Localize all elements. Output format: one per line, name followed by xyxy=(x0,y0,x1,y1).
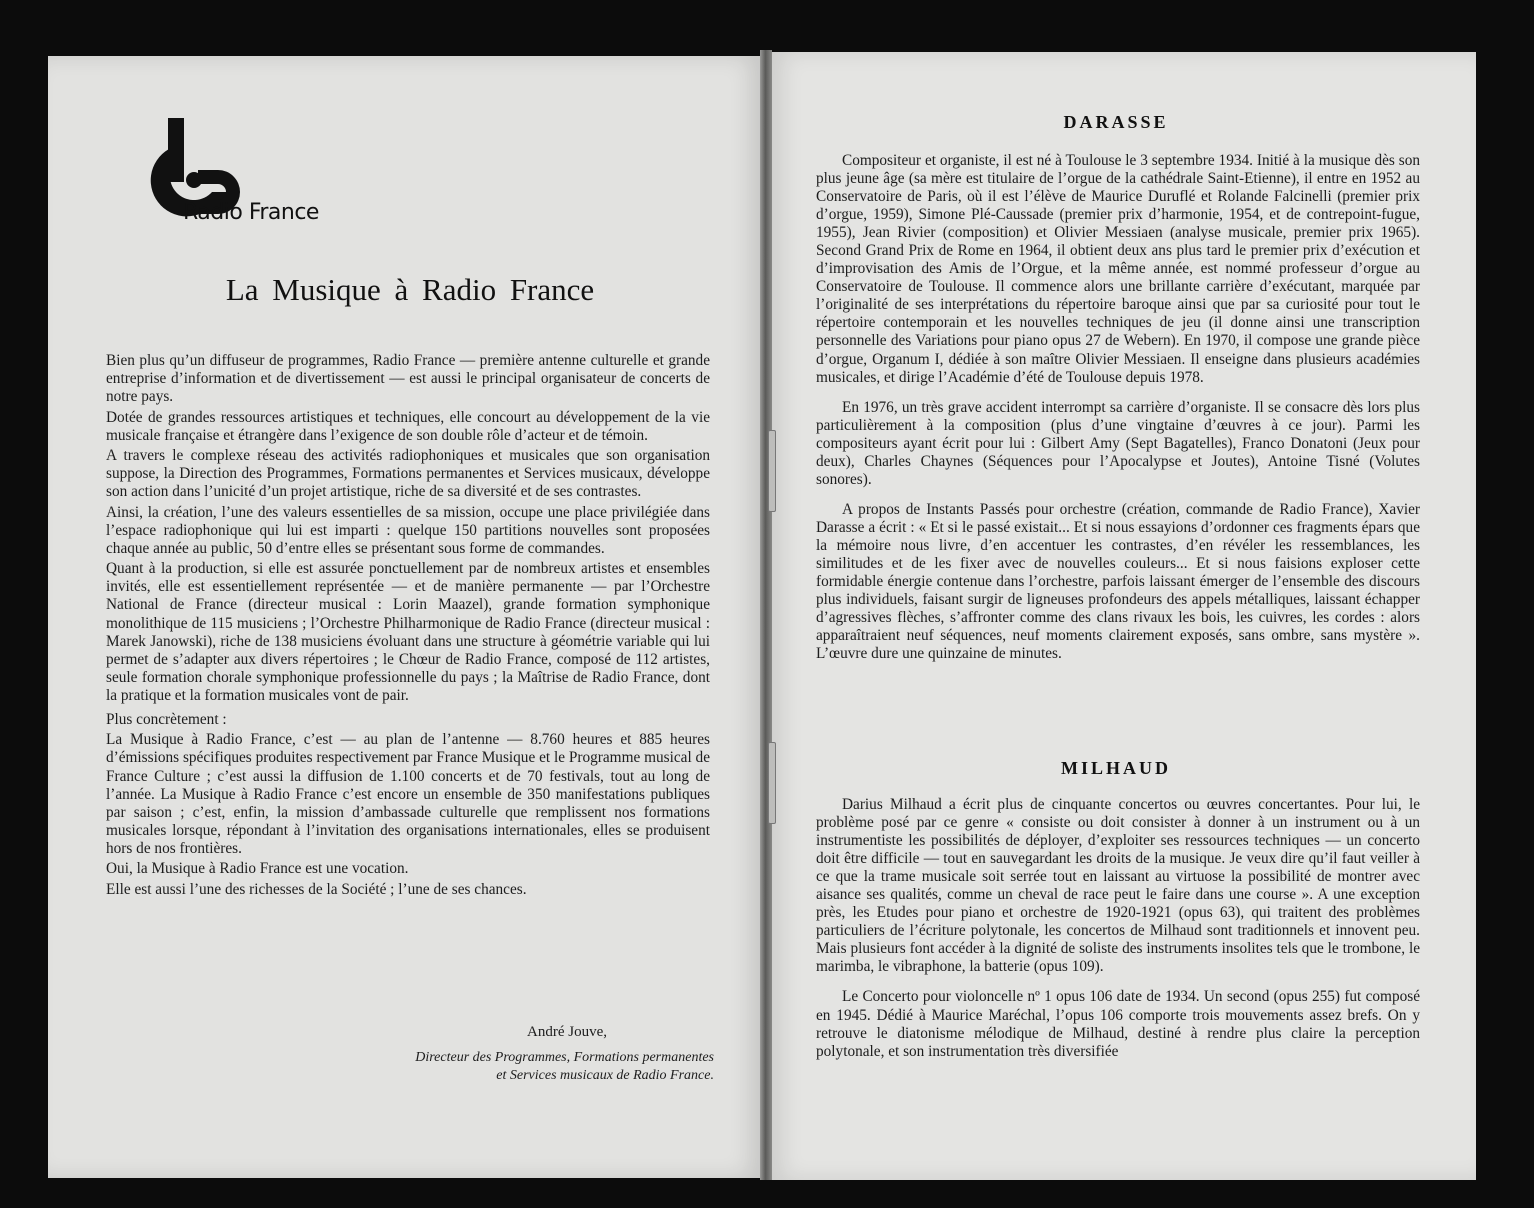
paragraph: Quant à la production, si elle est assurée ponctuellement par de nombreux artistes et ensembles invités, elle est essentiellement représentée — et de manière permanente — par l’Orchestre National de France (directeur musical : Lorin Maazel), grande formation symphonique monolithique de 115 musiciens ; l’Orchestre Philharmonique de Radio France (directeur musical : Marek Janowski), riche de 138 musiciens évoluant dans une structure à géométrie variable qui lui permet de s’adapter aux divers répertoires ; le Chœur de Radio France, composé de 112 artistes, seule formation chorale symphonique professionnelle du pays ; la Maîtrise de Radio France, dont la pratique et la formation musicales vont de pair. xyxy=(106,560,710,704)
paragraph: Elle est aussi l’une des richesses de la Société ; l’une de ses chances. xyxy=(106,880,527,898)
left-body-text xyxy=(106,352,710,901)
paragraph: A propos de Instants Passés pour orchestre (création, commande de Radio France), Xavier Darasse a écrit : « Et si le passé existait... Et si nous essayions d’ordonner ces fragments épars que la mémoire nous livre, d’en accentuer les contrastes, d’en révéler les ressemblances, les similitudes et de les fixer avec de nouvelles couleurs... Et si nous faisions exploser cette formidable énergie contenue dans l’orchestre, parfois laissant émerger de l’ensemble des discours plus individuels, faisant surgir de ligneuses profondeurs des appels métalliques, laissant échapper d’agressives flèches, s’affronter comme des clans rivaux les bois, les cuivres, les cordes : alors apparaîtraient neuf séquences, neuf moments clairement exposés, sans ombre, sans mystère ». L’œuvre dure une quinzaine de minutes. xyxy=(816,500,1420,663)
booklet-gutter xyxy=(760,50,772,1180)
staple-bottom xyxy=(768,742,776,824)
paragraph: A travers le complexe réseau des activités radiophoniques et musicales que son organisation suppose, la Direction des Programmes, Formations permanentes et Services musicaux, développe son action dans l’unicité d’un projet artistique, riche de sa diversité et de ses contrastes. xyxy=(106,447,710,501)
darasse-body-text xyxy=(816,152,1420,675)
signature-role: Directeur des Programmes, Formations permanentes xyxy=(415,1050,714,1065)
signature-role: et Services musicaux de Radio France. xyxy=(496,1068,714,1083)
paragraph: Ainsi, la création, l’une des valeurs essentielles de sa mission, occupe une place privilégiée dans l’espace radiophonique qui lui est imparti : quelque 150 partitions nouvelles sont proposées chaque année au public, 50 d’entre elles se présentant sous forme de commandes. xyxy=(106,503,710,557)
signature-block xyxy=(380,1023,714,1085)
staple-top xyxy=(768,430,776,512)
logo-wordmark: Radio France xyxy=(183,200,319,225)
paragraph: La Musique à Radio France, c’est — au plan de l’antenne — 8.760 heures et 885 heures d’émissions spécifiques produites respectivement par France Musique et le Programme musical de France Culture ; c’est aussi la diffusion de 1.100 concerts et de 70 festivals, tout au long de l’année. La Musique à Radio France c’est encore un ensemble de 350 manifestations publiques par saison ; c’est, enfin, la mission d’ambassade culturelle que remplissent nos formations musicales lorsque, répondant à l’invitation des organisations internationales, elles se produisent hors de nos frontières. xyxy=(106,731,710,857)
paragraph: Le Concerto pour violoncelle nº 1 opus 106 date de 1934. Un second (opus 255) fut composé en 1945. Dédié à Maurice Maréchal, l’opus 106 comporte trois mouvements assez brefs. On y retrouve le diatonisme mélodique de Milhaud, destiné à rendre plus claire la perception polytonale, et son instrumentation très diversifiée xyxy=(816,988,1420,1060)
signature-name: André Jouve, xyxy=(527,1024,607,1040)
paragraph: Bien plus qu’un diffuseur de programmes, Radio France — première antenne culturelle et grande entreprise d’information et de divertissement — est aussi le principal organisateur de concerts de notre pays. xyxy=(106,352,710,406)
section-heading-darasse: DARASSE xyxy=(1063,112,1169,132)
paragraph: Plus concrètement : xyxy=(106,710,227,728)
milhaud-body-text xyxy=(816,796,1420,1073)
paragraph: Dotée de grandes ressources artistiques et techniques, elle concourt au développement de la vie musicale française et étrangère dans l’exigence de son double rôle d’acteur et de témoin. xyxy=(106,408,710,444)
paragraph: Compositeur et organiste, il est né à Toulouse le 3 septembre 1934. Initié à la musique dès son plus jeune âge (sa mère est titulaire de l’orgue de la cathédrale Saint-Etienne), il entre en 1952 au Conservatoire de Paris, où il est l’élève de Maurice Duruflé et Rolande Falcinelli (premier prix d’orgue, 1959), Simone Plé-Caussade (premier prix d’harmonie, 1954, et de contrepoint-fugue, 1955), Jean Rivier (composition) et Olivier Messiaen (analyse musicale, premier prix 1965). Second Grand Prix de Rome en 1964, il obtient deux ans plus tard le premier prix d’exécution et d’improvisation des Amis de l’Orgue, et la même année, est nommé professeur d’orgue au Conservatoire de Toulouse. Il commence alors une brillante carrière d’exécutant, marquée par l’originalité de ses interprétations du répertoire baroque ainsi que par sa curiosité pour tout le répertoire contemporain et les nouvelles techniques de jeu (il donne ainsi une transcription personnelle des Variations pour piano opus 27 de Webern). En 1970, il compose une grande pièce d’orgue, Organum I, dédiée à son maître Olivier Messiaen. Il enseigne dans plusieurs académies musicales, et dirige l’Académie d’été de Toulouse depuis 1978. xyxy=(816,152,1420,386)
page-title: La Musique à Radio France xyxy=(225,272,595,307)
paragraph: En 1976, un très grave accident interrompt sa carrière d’organiste. Il se consacre dès lors plus particulièrement à la composition (plus d’une vingtaine d’œuvres à ce jour). Parmi les compositeurs ayant écrit pour lui : Gilbert Amy (Sept Bagatelles), Franco Donatoni (Jeux pour deux), Charles Chaynes (Séquences pour l’Apocalypse et Joutes), Antoine Tisné (Volutes sonores). xyxy=(816,398,1420,488)
section-heading-milhaud: MILHAUD xyxy=(1061,758,1171,778)
paragraph: Oui, la Musique à Radio France est une vocation. xyxy=(106,860,409,878)
paragraph: Darius Milhaud a écrit plus de cinquante concertos ou œuvres concertantes. Pour lui, le problème posé par ce genre « consiste ou doit consister à donner à un instrument ou à un instrumentiste les possibilités de déployer, d’exploiter ses ressources techniques — un concerto doit être difficile — tout en sauvegardant les droits de la musique. Je veux dire qu’il faut veiller à ce que la trame musicale soit serrée tout en laissant au virtuose la possibilité de montrer avec aisance ses qualités, comme un cheval de race peut le faire dans une course ». A une exception près, les Etudes pour piano et orchestre de 1920-1921 (opus 63), qui traitent des problèmes particuliers de l’écriture polytonale, les concertos de Milhaud sont traditionnels et innovent peu. Mais plusieurs font accéder à la dignité de soliste des instruments insolites tels que le trombone, le marimba, le vibraphone, la batterie (opus 109). xyxy=(816,796,1420,976)
